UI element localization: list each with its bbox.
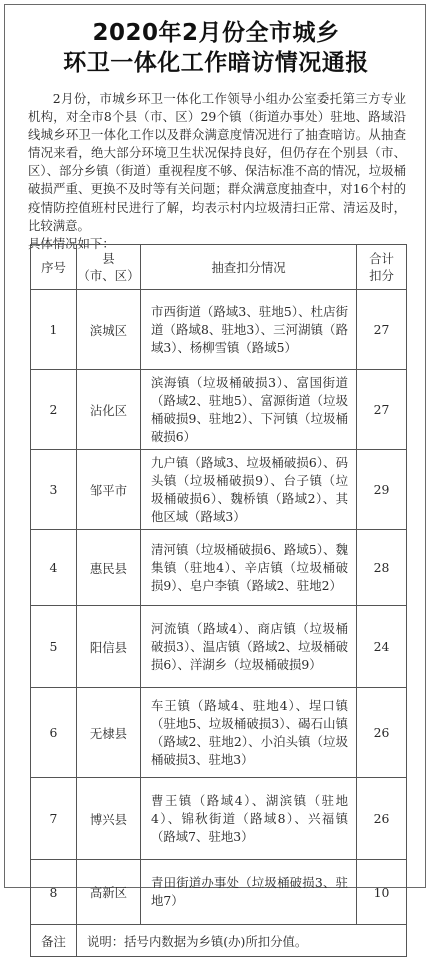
intro-paragraph bbox=[28, 90, 406, 253]
row-total: 27 bbox=[357, 370, 407, 450]
row-seq: 5 bbox=[31, 606, 77, 688]
table-header-row bbox=[31, 245, 407, 290]
row-details: 市西街道（路域3、驻地5）、杜店街道（路域8、驻地3）、三河湖镇（路域3）、杨柳雪镇（路域5） bbox=[141, 290, 357, 370]
intro-text: 2月份，市城乡环卫一体化工作领导小组办公室委托第三方专业机构，对全市8个县（市、区）29个镇（街道办事处）驻地、路域沿线城乡环卫一体化工作以及群众满意度情况进行了抽查暗访。从抽查情况来看，绝大部分环境卫生状况保持良好，但仍存在个别县（市、区）、部分乡镇（街道）重视程度不够、保洁标准不高的情况，垃圾桶破损严重、更换不及时等有关问题；群众满意度抽查中，对16个村的疫情防控值班村民进行了解，均表示村内垃圾清扫正常、清运及时，比较满意。 bbox=[28, 91, 406, 233]
header-county-line2: （市、区） bbox=[77, 268, 140, 283]
table-row bbox=[31, 530, 407, 606]
row-details: 清河镇（垃圾桶破损6、路域5）、魏集镇（驻地4）、辛店镇（垃圾桶破损9）、皂户李镇（路域2、驻地2） bbox=[141, 530, 357, 606]
row-details: 曹王镇（路域4）、湖滨镇（驻地4）、锦秋街道（路域8）、兴福镇（路域7、驻地3） bbox=[141, 778, 357, 860]
summary-line: 具体情况如下： bbox=[28, 235, 115, 251]
row-county: 邹平市 bbox=[77, 450, 141, 530]
table-note-row bbox=[31, 925, 407, 957]
row-county: 高新区 bbox=[77, 860, 141, 925]
header-county bbox=[77, 245, 141, 290]
row-total: 26 bbox=[357, 778, 407, 860]
row-seq: 1 bbox=[31, 290, 77, 370]
row-details: 滨海镇（垃圾桶破损3）、富国街道（路域2、驻地5）、富源街道（垃圾桶破损9、驻地2）、下河镇（垃圾桶破损6） bbox=[141, 370, 357, 450]
row-county: 博兴县 bbox=[77, 778, 141, 860]
row-county: 惠民县 bbox=[77, 530, 141, 606]
row-total: 26 bbox=[357, 688, 407, 778]
row-county: 无棣县 bbox=[77, 688, 141, 778]
table-row bbox=[31, 450, 407, 530]
deduction-table bbox=[30, 244, 407, 957]
table-row bbox=[31, 688, 407, 778]
row-details: 九户镇（路域3、垃圾桶破损6）、码头镇（垃圾桶破损9）、台子镇（垃圾桶破损6）、魏桥镇（路域2）、其他区域（路域3） bbox=[141, 450, 357, 530]
row-seq: 3 bbox=[31, 450, 77, 530]
row-total: 27 bbox=[357, 290, 407, 370]
table-row bbox=[31, 370, 407, 450]
report-title-line1: 2020年2月份全市城乡 bbox=[92, 20, 340, 46]
row-total: 10 bbox=[357, 860, 407, 925]
header-total-line2: 扣分 bbox=[369, 268, 394, 283]
row-county: 沾化区 bbox=[77, 370, 141, 450]
note-text: 说明：括号内数据为乡镇(办)所扣分值。 bbox=[77, 925, 407, 957]
table-row bbox=[31, 778, 407, 860]
row-county: 滨城区 bbox=[77, 290, 141, 370]
report-title-line2: 环卫一体化工作暗访情况通报 bbox=[63, 50, 369, 76]
row-seq: 7 bbox=[31, 778, 77, 860]
table-row bbox=[31, 860, 407, 925]
header-total-line1: 合计 bbox=[369, 251, 394, 266]
table-row bbox=[31, 290, 407, 370]
header-county-line1: 县 bbox=[102, 251, 115, 266]
row-total: 29 bbox=[357, 450, 407, 530]
table-row bbox=[31, 606, 407, 688]
row-details: 车王镇（路域4、驻地4）、埕口镇（驻地5、垃圾桶破损3）、碣石山镇（路域2、驻地2）、小泊头镇（垃圾桶破损3、驻地3） bbox=[141, 688, 357, 778]
row-seq: 2 bbox=[31, 370, 77, 450]
row-total: 24 bbox=[357, 606, 407, 688]
row-details: 青田街道办事处（垃圾桶破损3、驻地7） bbox=[141, 860, 357, 925]
header-details: 抽查扣分情况 bbox=[141, 245, 357, 290]
header-seq: 序号 bbox=[31, 245, 77, 290]
row-total: 28 bbox=[357, 530, 407, 606]
row-seq: 8 bbox=[31, 860, 77, 925]
header-total bbox=[357, 245, 407, 290]
row-seq: 6 bbox=[31, 688, 77, 778]
row-details: 河流镇（路域4）、商店镇（垃圾桶破损3）、温店镇（路域2、垃圾桶破损6）、洋湖乡（垃圾桶破损9） bbox=[141, 606, 357, 688]
row-seq: 4 bbox=[31, 530, 77, 606]
row-county: 阳信县 bbox=[77, 606, 141, 688]
note-label: 备注 bbox=[31, 925, 77, 957]
